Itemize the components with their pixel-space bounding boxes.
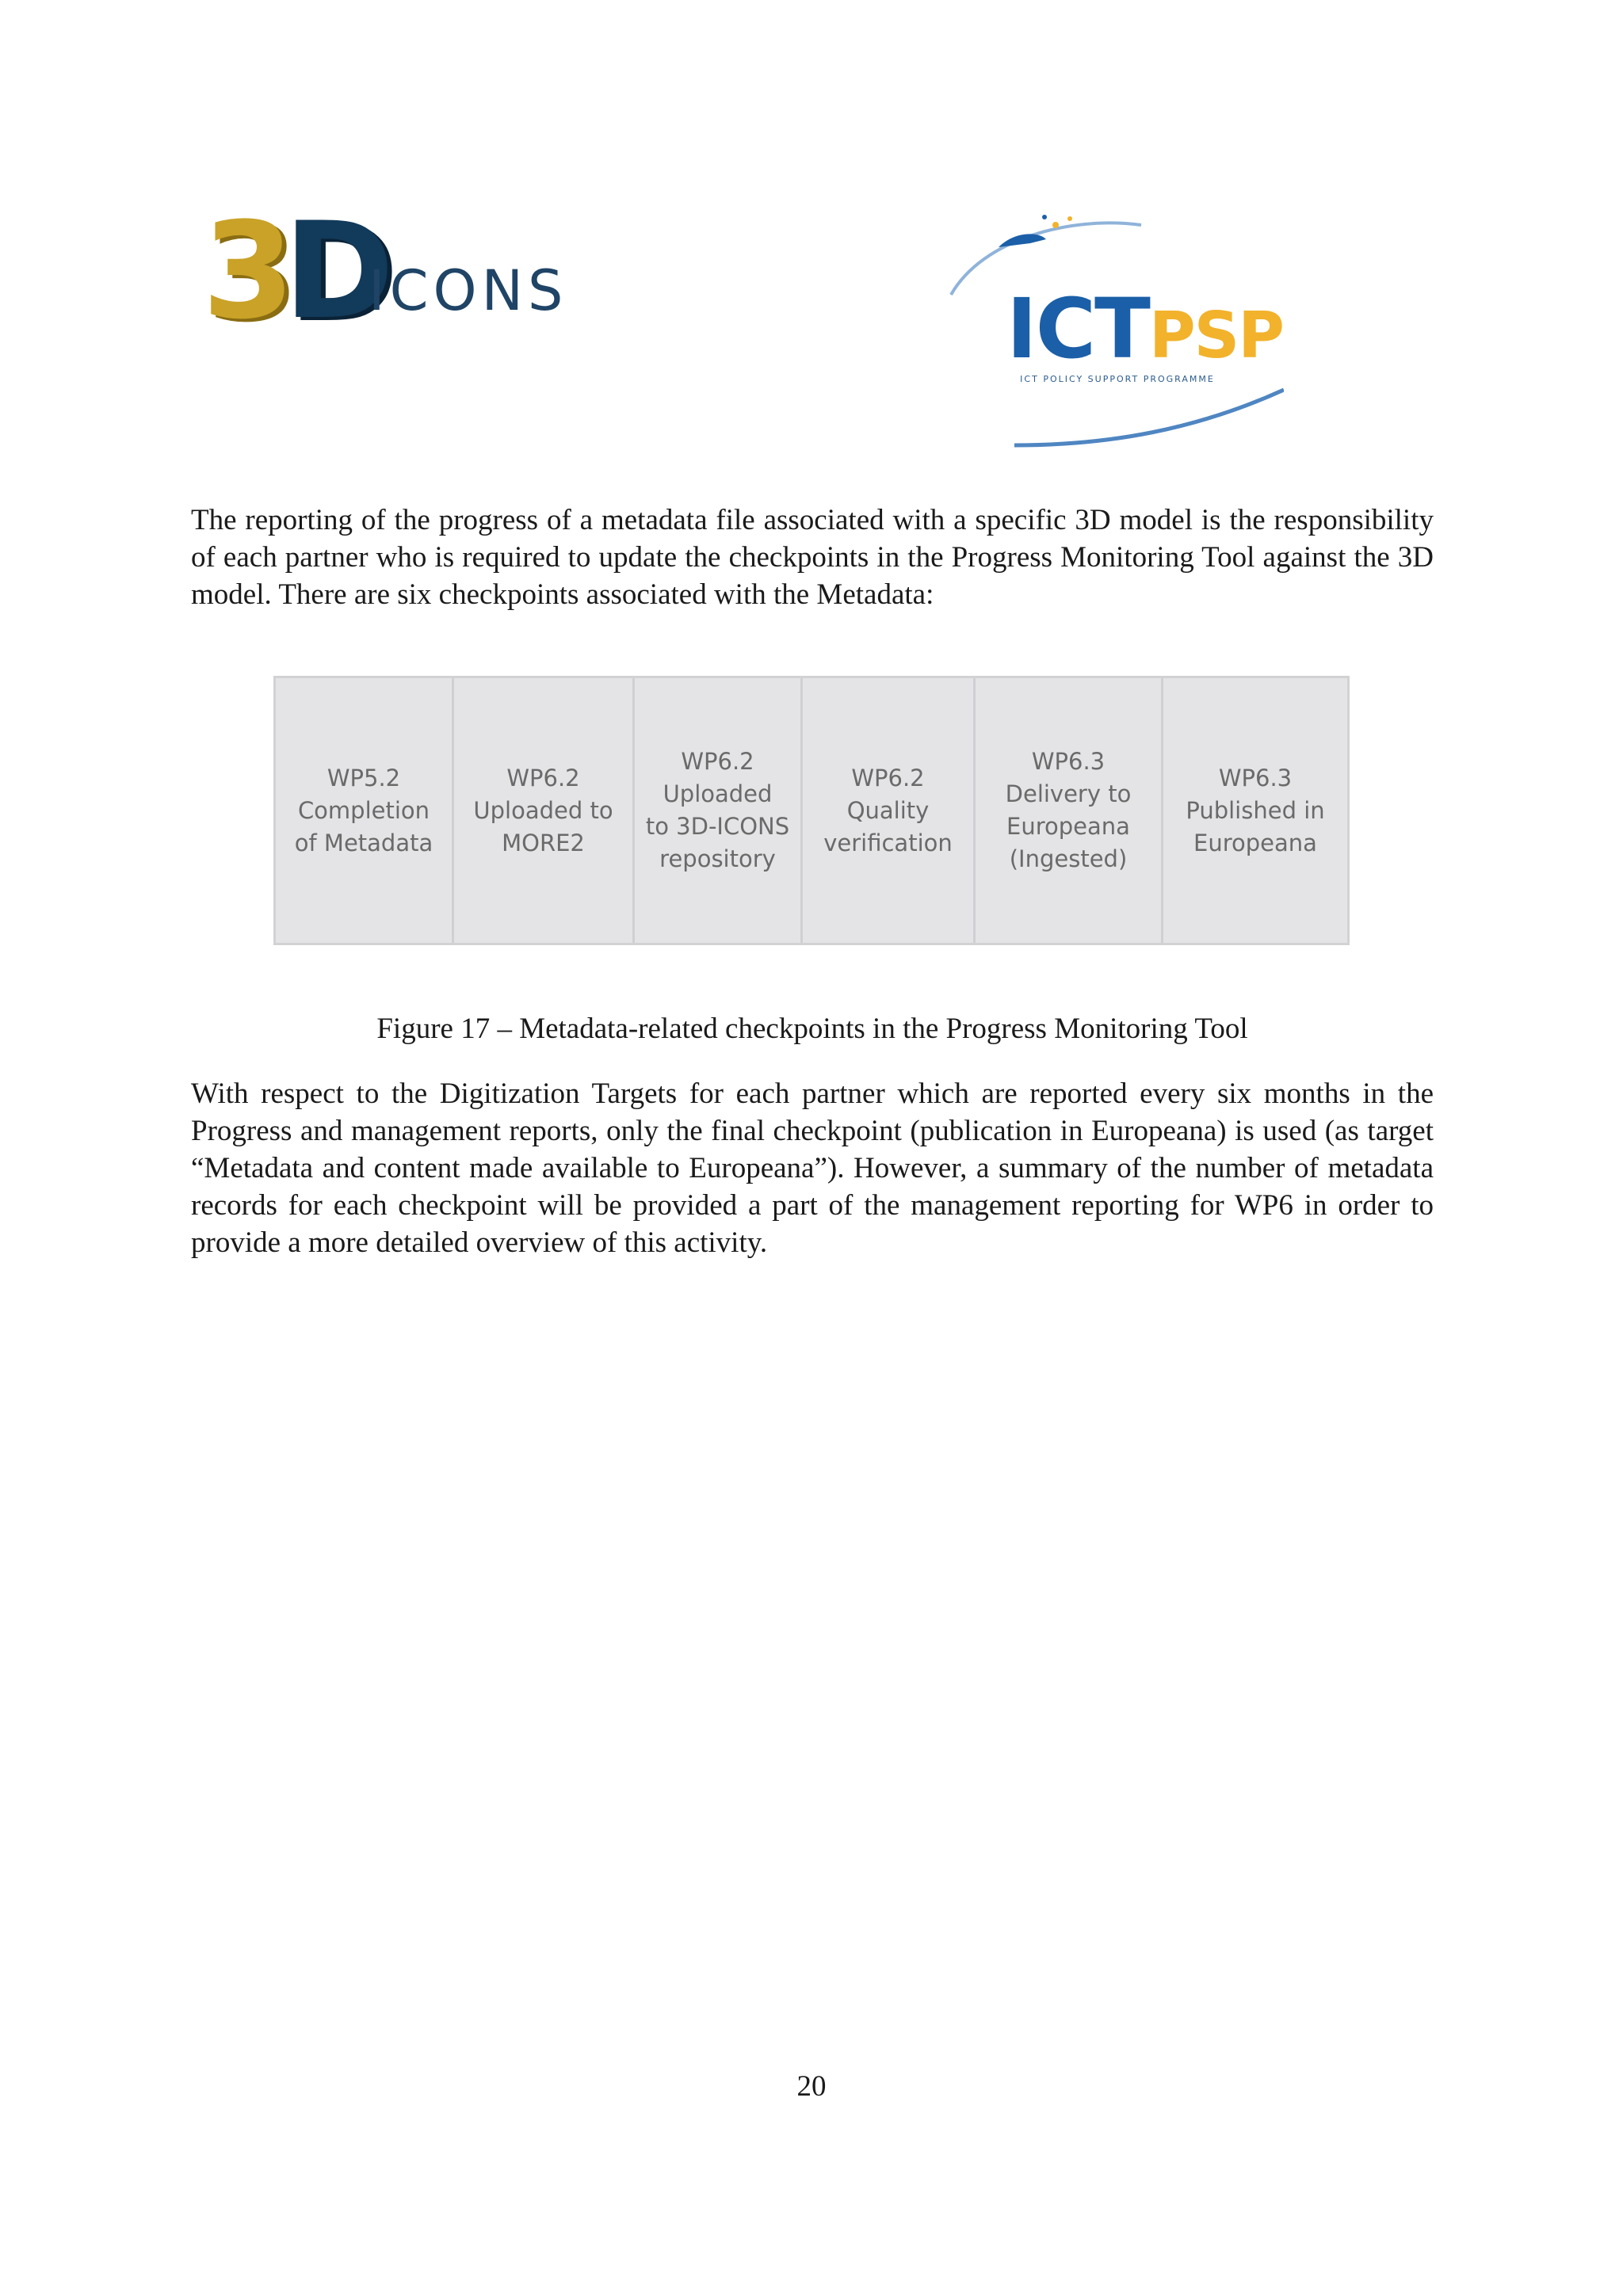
- figure-caption: Figure 17 – Metadata-related checkpoints in the Progress Monitoring Tool: [376, 1013, 1248, 1045]
- checkpoints-figure: [273, 676, 1350, 945]
- checkpoint-label: WP6.3 Delivery to Europeana (Ingested): [1005, 748, 1132, 872]
- ict-text: ICT: [1006, 280, 1149, 377]
- checkpoint-cell: [803, 678, 976, 943]
- checkpoint-label: WP6.2 Quality verification: [823, 764, 953, 856]
- logo-digit-3: 3: [202, 193, 284, 349]
- checkpoint-label: WP6.2 Uploaded to MORE2: [473, 764, 613, 856]
- logo-letter-d: D: [283, 193, 384, 349]
- checkpoint-label: WP6.2 Uploaded to 3D-ICONS repository: [645, 748, 790, 872]
- checkpoint-label: WP6.3 Published in Europeana: [1186, 764, 1325, 856]
- checkpoint-cell: [276, 678, 454, 943]
- checkpoint-cell: [1163, 678, 1347, 943]
- checkpoint-label: WP5.2 Completion of Metadata: [294, 764, 433, 856]
- checkpoint-cell: [454, 678, 635, 943]
- ict-psp-wordmark: [1006, 280, 1283, 379]
- ict-psp-logo: [935, 208, 1284, 453]
- 3d-mark: [202, 193, 384, 349]
- checkpoint-cell: [976, 678, 1163, 943]
- body-paragraph-2: With respect to the Digitization Targets for each partner which are reported every six months in the Progress and management reports, only the final checkpoint (publication in Europeana) is used (as target “Metadata and content made available to Europeana”). However, a summary of the number of metadata records for each checkpoint will be provided a part of the management reporting for WP6 in order to provide a more detailed overview of this activity.: [191, 1077, 1434, 1259]
- body-paragraph-1: The reporting of the progress of a metadata file associated with a specific 3D model is the responsibility of each partner who is required to update the checkpoints in the Progress Monitoring Tool against the 3D model. There are six checkpoints associated with the Metadata:: [191, 504, 1434, 611]
- 3d-icons-logo: [202, 193, 568, 349]
- icons-wordmark: ICONS: [369, 258, 568, 323]
- ict-tagline: ICT POLICY SUPPORT PROGRAMME: [1020, 374, 1215, 384]
- checkpoint-cell: [635, 678, 803, 943]
- page-number: 20: [796, 2070, 827, 2103]
- psp-text: PSP: [1148, 299, 1283, 372]
